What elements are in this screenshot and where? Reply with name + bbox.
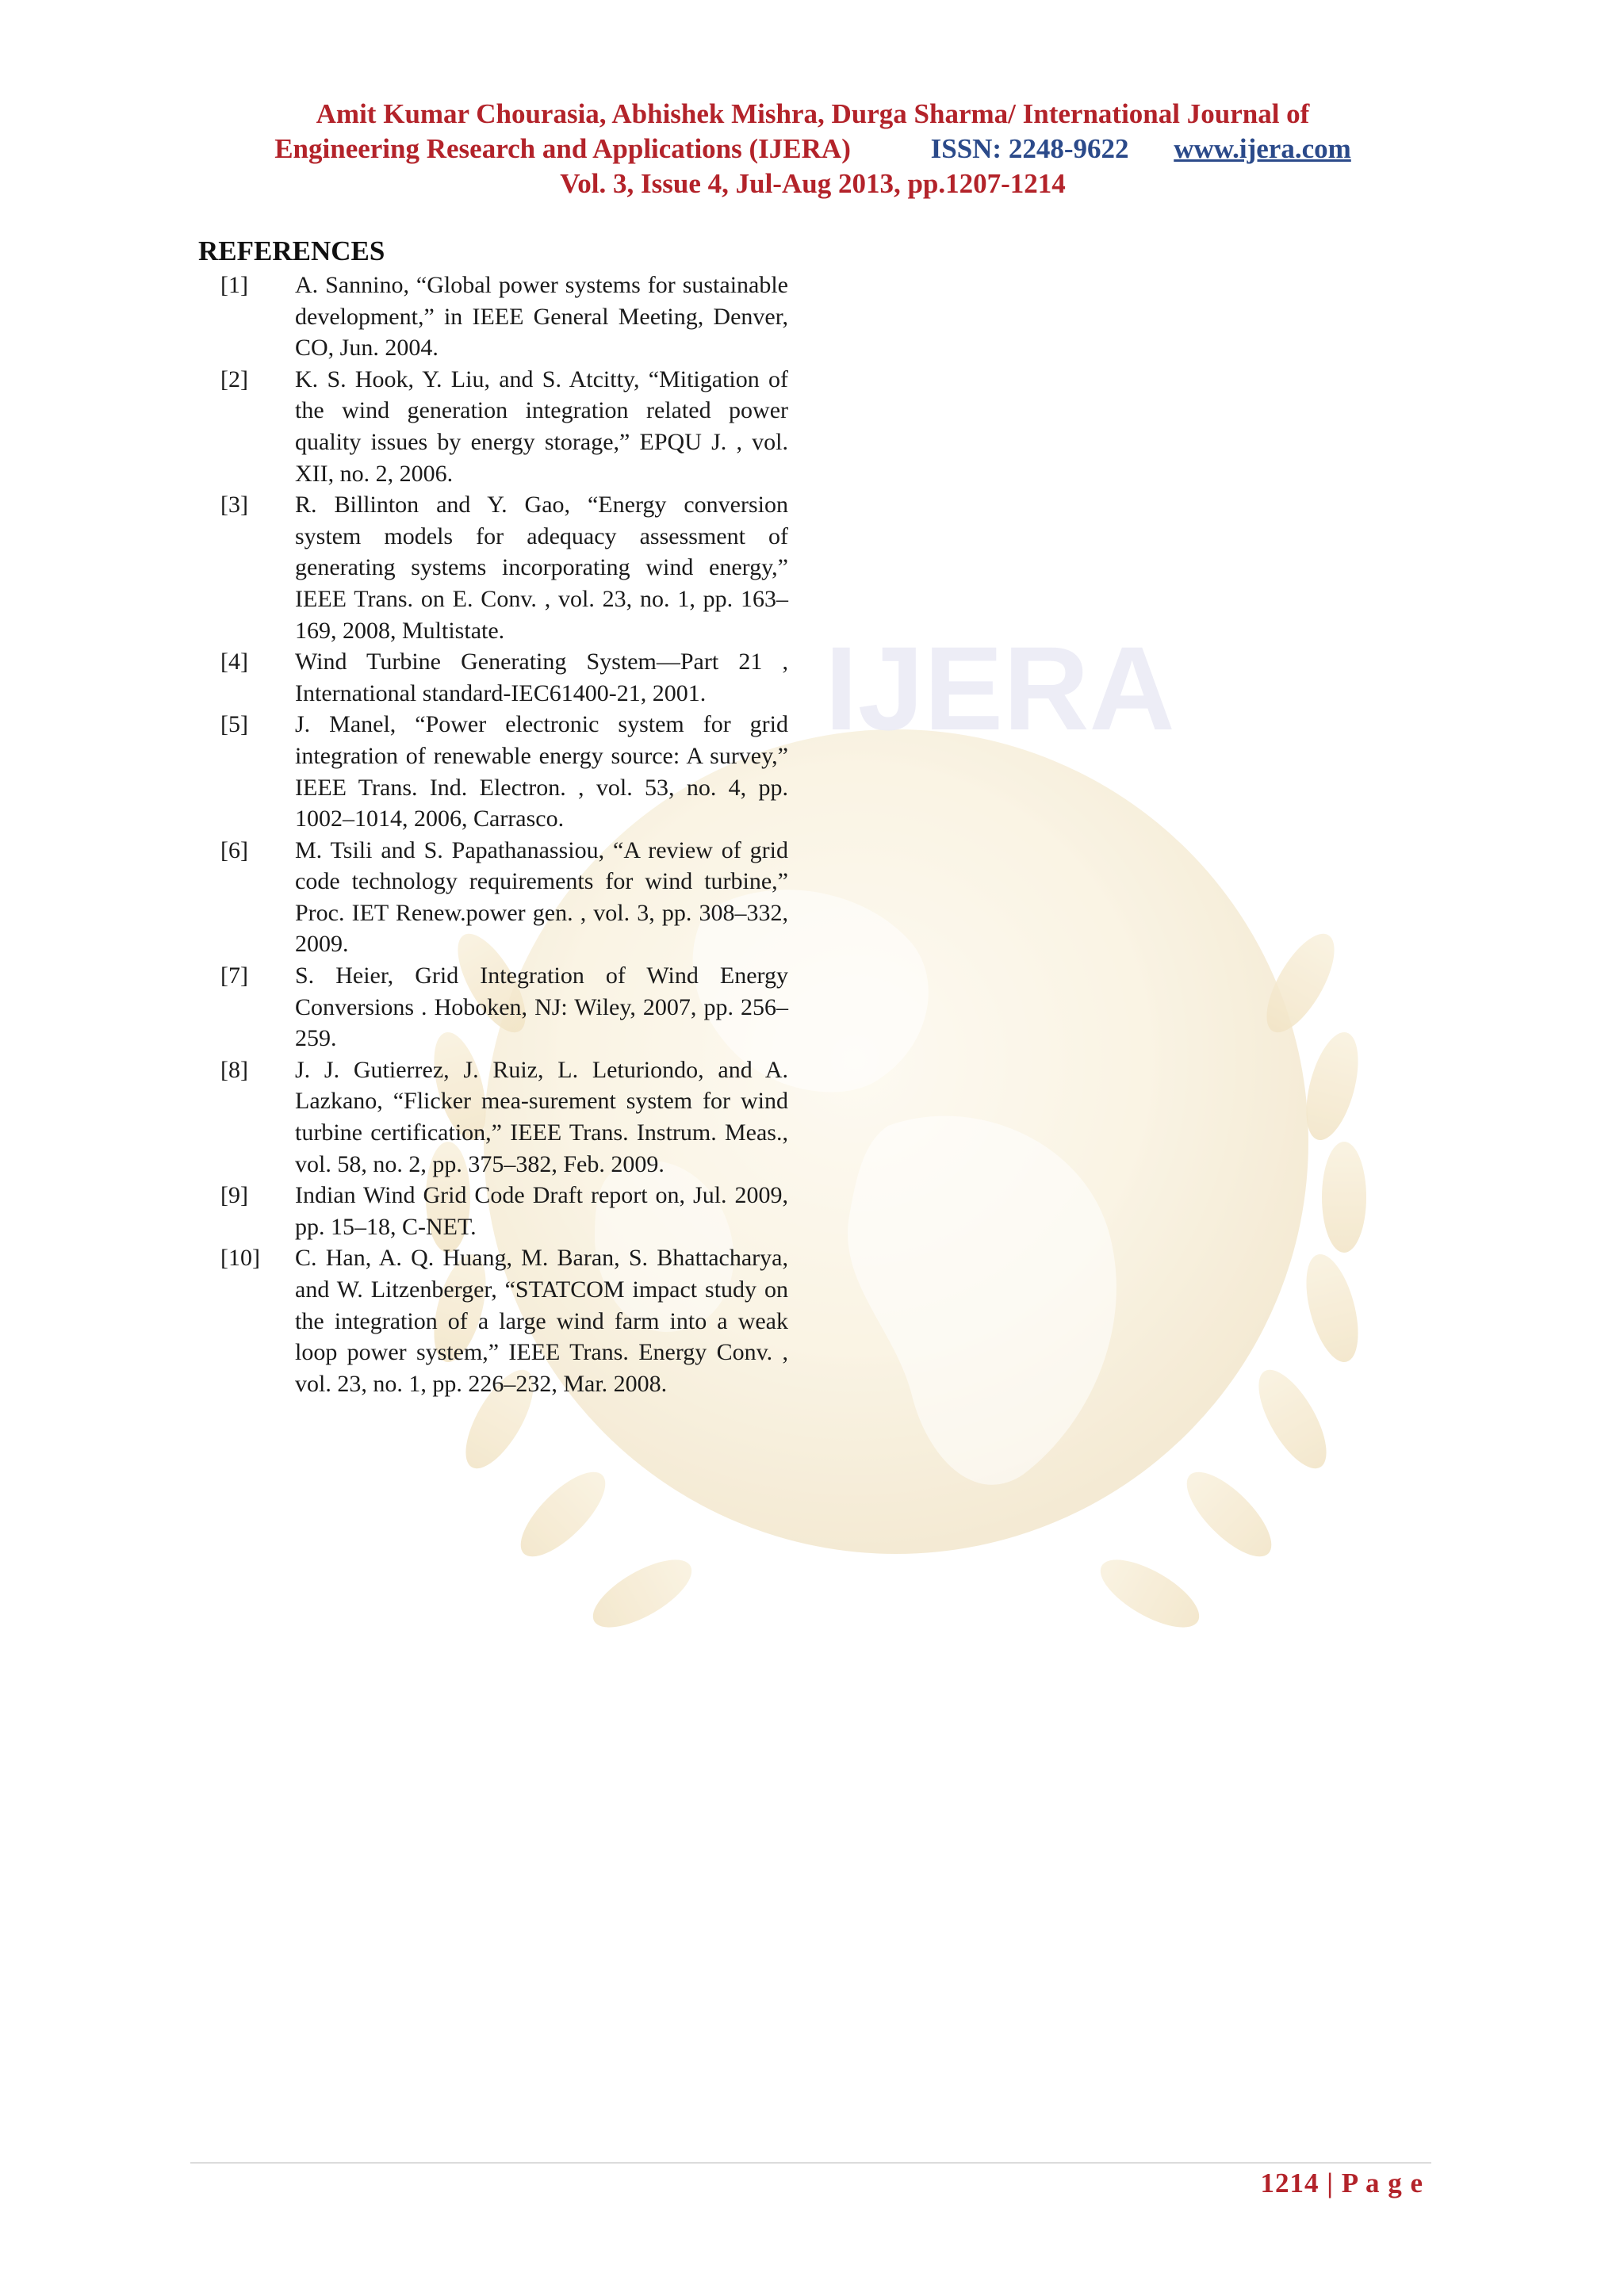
journal-header [159,97,1467,201]
reference-text: Indian Wind Grid Code Draft report on, Jul. 2009, pp. 15–18, C-NET. [295,1182,788,1240]
references-heading: REFERENCES [198,235,385,266]
header-authors-line: Amit Kumar Chourasia, Abhishek Mishra, Durga Sharma/ International Journal of [316,98,1310,129]
header-journal-line [159,132,1467,166]
references-list [198,270,788,1399]
references-section [198,235,788,1399]
reference-text: J. Manel, “Power electronic system for grid integration of renewable energy source: A survey,” IEEE Trans. Ind. Electron. , vol. 53, no. 4, pp. 1002–1014, 2006, Carrasco. [295,711,788,832]
reference-item [198,364,788,489]
reference-text: M. Tsili and S. Papathanassiou, “A review of grid code technology requirements for wind turbine,” Proc. IET Renew.power gen. , vol. 3, pp. 308–332, 2009. [295,836,788,958]
reference-number: [9] [220,1182,248,1209]
reference-number: [2] [220,365,248,392]
reference-number: [5] [220,711,248,738]
reference-text: C. Han, A. Q. Huang, M. Baran, S. Bhattacharya, and W. Litzenberger, “STATCOM impact study on the integration of a large wind farm into a weak loop power system,” IEEE Trans. Energy Conv. , vol. 23, no. 1, pp. 226–232, Mar. 2008. [295,1245,788,1397]
page-number: 1214 | P a g e [1260,2168,1423,2198]
reference-text: R. Billinton and Y. Gao, “Energy conversion system models for adequacy assessment of generating systems incorporating wind energy,” IEEE Trans. on E. Conv. , vol. 23, no. 1, pp. 163–169, 2008, Multistate. [295,492,788,644]
footer-divider [190,2162,1431,2164]
reference-number: [7] [220,962,248,989]
reference-number: [8] [220,1056,248,1083]
reference-item [198,646,788,709]
reference-number: [10] [220,1245,260,1272]
reference-number: [4] [220,649,248,675]
reference-item [198,1242,788,1399]
reference-item [198,1180,788,1242]
reference-number: [1] [220,272,248,298]
reference-item [198,1054,788,1180]
reference-item [198,270,788,364]
header-volume-line: Vol. 3, Issue 4, Jul-Aug 2013, pp.1207-1214 [560,168,1066,199]
reference-text: Wind Turbine Generating System—Part 21 , International standard-IEC61400-21, 2001. [295,649,788,706]
reference-item [198,489,788,646]
reference-number: [3] [220,492,248,519]
reference-text: K. S. Hook, Y. Liu, and S. Atcitty, “Mitigation of the wind generation integration related power quality issues by energy storage,” EPQU J. , vol. XII, no. 2, 2006. [295,365,788,487]
reference-text: J. J. Gutierrez, J. Ruiz, L. Leturiondo, and A. Lazkano, “Flicker mea-surement system for wind turbine certification,” IEEE Trans. Instrum. Meas., vol. 58, no. 2, pp. 375–382, Feb. 2009. [295,1056,788,1177]
header-issn: ISSN: 2248-9622 [930,133,1129,164]
reference-item [198,709,788,834]
header-journal-name: Engineering Research and Applications (IJERA) [274,133,851,164]
reference-text: S. Heier, Grid Integration of Wind Energy Conversions . Hoboken, NJ: Wiley, 2007, pp. 256–259. [295,962,788,1052]
svg-text:IJERA: IJERA [825,622,1175,755]
reference-text: A. Sannino, “Global power systems for sustainable development,” in IEEE General Meeting, Denver, CO, Jun. 2004. [295,272,788,362]
header-website-link[interactable]: www.ijera.com [1174,133,1351,164]
reference-number: [6] [220,836,248,863]
reference-item [198,960,788,1054]
reference-item [198,835,788,960]
